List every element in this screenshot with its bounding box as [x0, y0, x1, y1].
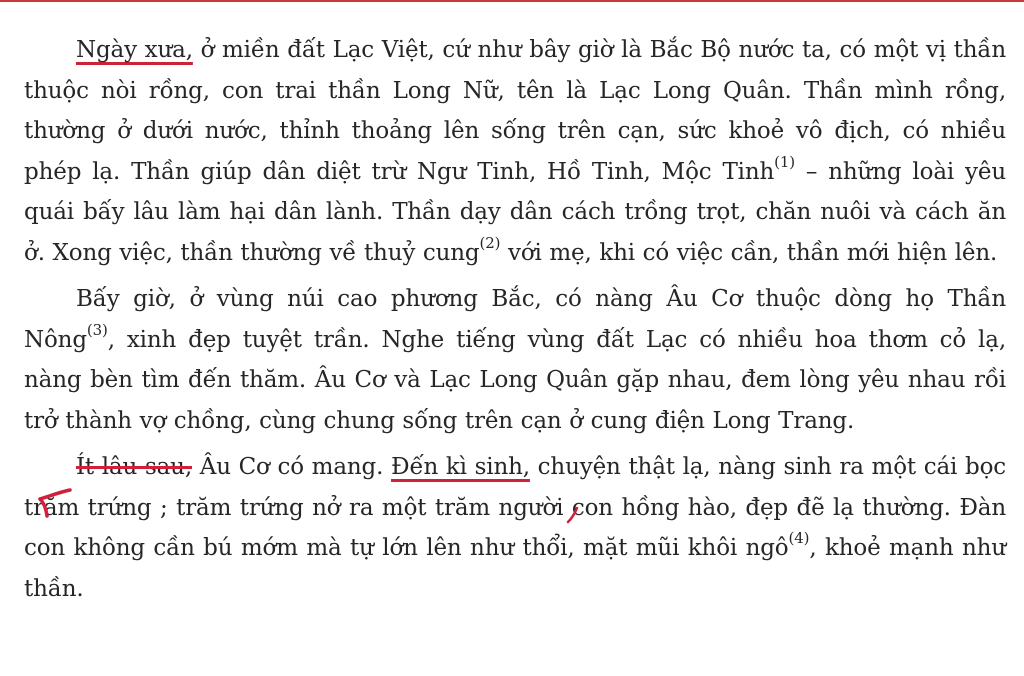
paragraph-3 — [24, 447, 1006, 609]
pen-struck-phrase: Ít lâu sau, — [76, 454, 192, 480]
footnote-marker: (3) — [86, 320, 108, 339]
paragraph-text-run: với mẹ, khi có việc cần, thần mới hiện lên. — [500, 239, 998, 266]
document-page — [24, 30, 1006, 615]
paragraph-1 — [24, 30, 1006, 273]
footnote-marker: (4) — [788, 529, 810, 548]
paragraph-text-run: Bấy giờ, ở vùng núi cao phương Bắc, có nàng Âu Cơ thuộc dòng họ Thần Nông — [24, 286, 1006, 353]
footnote-marker: (1) — [774, 152, 795, 171]
pen-underlined-phrase: Ngày xưa, — [76, 37, 193, 63]
paragraph-text-run: chuyện thật lạ, nàng sinh ra một cái bọc trăm trứng ; trăm trứng nở ra một trăm người con hồng hào, đẹp đẽ lạ thường. Đàn con không cần bú mớm mà tự lớn lên như thổi, mặt mũi khôi ngô — [24, 454, 1006, 561]
top-red-rule — [0, 0, 1024, 2]
paragraph-text-run: – những loài yêu quái bấy lâu làm hại dân lành. Thần dạy dân cách trồng trọt, chăn nuôi và cách ăn ở. Xong việc, thần thường về thuỷ cung — [24, 158, 1006, 266]
pen-underlined-phrase: Đến kì sinh, — [391, 454, 530, 480]
paragraph-2 — [24, 279, 1006, 441]
paragraph-text-run: , xinh đẹp tuyệt trần. Nghe tiếng vùng đất Lạc có nhiều hoa thơm cỏ lạ, nàng bèn tìm đến thăm. Âu Cơ và Lạc Long Quân gặp nhau, đem lòng yêu nhau rồi trở thành vợ chồng, cùng chung sống trên cạn ở cung điện Long Trang. — [24, 326, 1006, 434]
footnote-marker: (2) — [479, 233, 501, 252]
paragraph-text-run: ở miền đất Lạc Việt, cứ như bây giờ là Bắc Bộ nước ta, có một vị thần thuộc nòi rồng, con trai thần Long Nữ, tên là Lạc Long Quân. Thần mình rồng, thường ở dưới nước, thỉnh thoảng lên sống trên cạn, sức khoẻ vô địch, có nhiều phép lạ. Thần giúp dân diệt trừ Ngư Tinh, Hồ Tinh, Mộc Tinh — [24, 37, 1007, 185]
paragraph-text-run: Âu Cơ có mang. — [192, 454, 392, 480]
paragraph-text-run: , khoẻ mạnh như thần. — [24, 535, 1007, 602]
